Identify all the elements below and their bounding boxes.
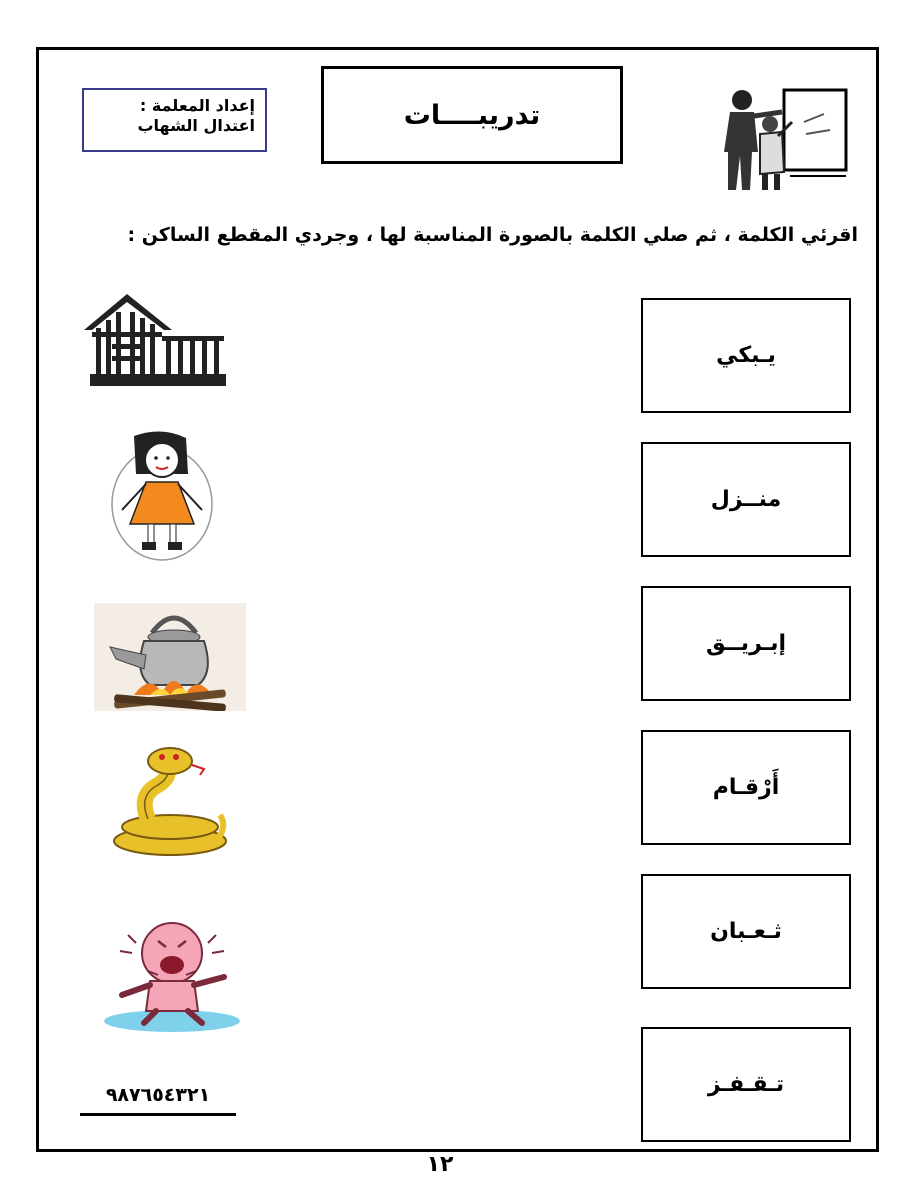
word-box-4: أَرْقـام	[641, 730, 851, 845]
snake-icon	[108, 745, 230, 860]
word-box-2: منــزل	[641, 442, 851, 557]
author-name: اعتدال الشهاب	[137, 116, 255, 135]
word-box-5: ثـعـبان	[641, 874, 851, 989]
author-label: إعداد المعلمة :	[139, 96, 255, 115]
word-box-3: إبـريــق	[641, 586, 851, 701]
numbers-underline	[80, 1113, 236, 1116]
instruction-text: اقرئي الكلمة ، ثم صلي الكلمة بالصورة المناسبة لها ، وجردي المقطع الساكن :	[127, 224, 858, 246]
word-box-6: تـقـفـز	[641, 1027, 851, 1142]
page-title: تدريبــــات	[321, 66, 623, 164]
teacher-at-board-icon	[712, 82, 852, 192]
girl-jumping-rope-icon	[106, 430, 218, 562]
word-box-1: يـبكي	[641, 298, 851, 413]
numbers-sequence: ٩٨٧٦٥٤٣٢١	[105, 1084, 211, 1106]
page-number: ١٢	[426, 1152, 454, 1177]
author-box	[82, 88, 267, 152]
crying-baby-icon	[100, 915, 242, 1033]
house-icon	[82, 290, 230, 390]
kettle-on-fire-icon	[94, 603, 246, 711]
